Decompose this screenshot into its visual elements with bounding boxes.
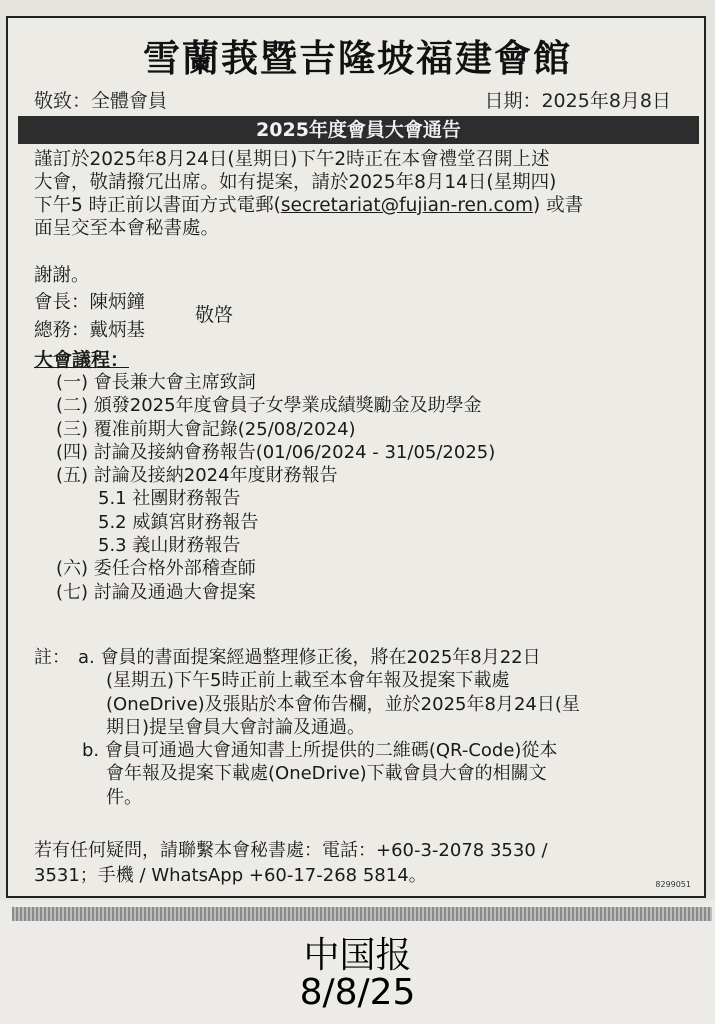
president-signature: 會長：陳炳鐘 [34, 292, 146, 313]
agenda-heading: 大會議程： [34, 349, 130, 371]
note-line [34, 786, 580, 809]
body-line: 謹訂於2025年8月24日(星期日)下午2時正在本會禮堂召開上述 [34, 149, 550, 170]
note-line [34, 762, 580, 785]
agenda-item: (七) 討論及通過大會提案 [56, 581, 256, 603]
notice-date: 日期：2025年8月8日 [484, 90, 671, 112]
contact-info [34, 838, 548, 888]
secretary-signature: 總務：戴炳基 [34, 320, 146, 341]
body-line-text: 下午5 時正前以書面方式電郵( [34, 195, 281, 216]
agenda-list [56, 371, 495, 604]
agenda-item: (一) 會長兼大會主席致詞 [56, 372, 256, 393]
note-text: 會年報及提案下載處(OneDrive)下載會員大會的相關文 [106, 763, 547, 785]
note-text: 件。 [106, 786, 142, 808]
body-line: 大會，敬請撥冗出席。如有提案，請於2025年8月14日(星期四) [34, 172, 557, 193]
agenda-item: (二) 頒發2025年度會員子女學業成績獎勵金及助學金 [56, 395, 482, 417]
organization-title: 雪蘭莪暨吉隆坡福建會館 [143, 37, 572, 80]
page-divider [12, 907, 712, 921]
body-line-email [34, 194, 684, 217]
note-text: b. 會員可通過大會通知書上所提供的二維碼(QR-Code)從本 [82, 740, 558, 762]
agenda-item: (四) 討論及接納會務報告(01/06/2024 - 31/05/2025) [56, 441, 496, 463]
body-line-text: ) 或書 [533, 195, 584, 216]
notes-label: 註： [34, 647, 70, 668]
agenda-item: (三) 覆准前期大會記錄(25/08/2024) [56, 418, 356, 440]
clipping-date: 8/8/25 [299, 972, 416, 1013]
note-line [34, 739, 580, 762]
note-text: (OneDrive)及張貼於本會佈告欄，並於2025年8月24日(星 [106, 693, 580, 715]
email-link[interactable]: secretariat@fujian-ren.com [280, 195, 534, 216]
contact-line: 3531；手機 / WhatsApp +60-17-268 5814。 [34, 865, 427, 886]
closing-text: 敬啓 [195, 304, 234, 326]
note-text: 期日)提呈會員大會討論及通過。 [106, 716, 366, 738]
note-text: a. 會員的書面提案經過整理修正後，將在2025年8月22日 [78, 647, 541, 668]
thanks-text: 謝謝。 [34, 265, 90, 286]
note-line [34, 716, 580, 739]
notice-body [34, 148, 684, 240]
note-line [34, 646, 580, 669]
agenda-subitem: 5.3 義山財務報告 [98, 535, 241, 557]
notice-banner: 2025年度會員大會通告 [18, 116, 699, 144]
agenda-subitem: 5.1 社團財務報告 [98, 488, 241, 510]
newspaper-name: 中国报 [303, 935, 412, 976]
note-line [34, 693, 580, 716]
agenda-item: (五) 討論及接納2024年度財務報告 [56, 465, 338, 487]
notes-section [34, 646, 580, 809]
contact-line: 若有任何疑問，請聯繫本會秘書處：電話：+60-3-2078 3530 / [34, 840, 548, 861]
agenda-subitem: 5.2 威鎮宮財務報告 [98, 511, 259, 533]
body-line: 面呈交至本會秘書處。 [34, 218, 220, 239]
ad-reference-number: 8299051 [655, 880, 691, 889]
addressee: 敬致：全體會員 [34, 90, 168, 112]
note-text: (星期五)下午5時正前上載至本會年報及提案下載處 [106, 670, 510, 692]
note-line [34, 669, 580, 692]
agenda-item: (六) 委任合格外部稽查師 [56, 558, 256, 580]
